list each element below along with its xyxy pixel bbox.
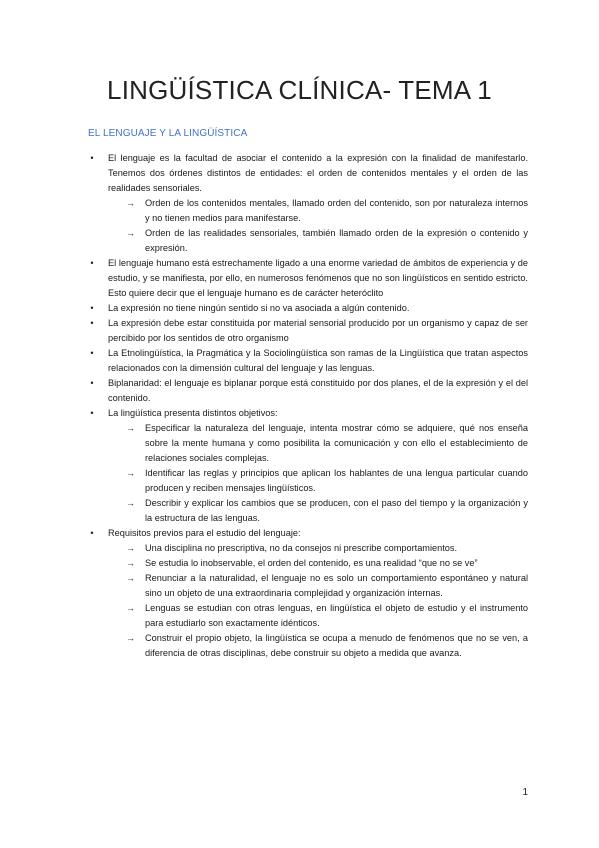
list-item-text: La expresión debe estar constituida por material sensorial producido por un organismo y capaz de ser percibido por los sentidos de otro organismo	[108, 318, 528, 343]
sub-list-item-text: Una disciplina no prescriptiva, no da consejos ni prescribe comportamientos.	[145, 543, 458, 553]
arrow-right-icon: →	[126, 573, 135, 583]
sub-list-item	[88, 496, 528, 526]
arrow-right-icon: →	[126, 468, 135, 478]
bullet-icon: •	[90, 378, 94, 388]
bullet-icon: •	[90, 528, 94, 538]
list-item-text: Biplanaridad: el lenguaje es biplanar porque está constituido por dos planes, el de la expresión y el del contenido.	[108, 378, 528, 403]
bullet-icon: •	[90, 318, 94, 328]
list-item	[88, 151, 528, 196]
arrow-right-icon: →	[126, 228, 135, 238]
list-item	[88, 316, 528, 346]
sub-list-item	[88, 571, 528, 601]
sub-list-item	[88, 226, 528, 256]
list-item-text: La expresión no tiene ningún sentido si no va asociada a algún contenido.	[108, 303, 410, 313]
sub-list-item-text: Renunciar a la naturalidad, el lenguaje no es solo un comportamiento espontáneo y natural sino un objeto de una extraordinaria complejidad y organización internas.	[145, 573, 528, 598]
list-item-text: El lenguaje es la facultad de asociar el contenido a la expresión con la finalidad de manifestarlo. Tenemos dos órdenes distintos de entidades: el orden de contenidos mentales y el orden de las realidades sensoriales.	[108, 153, 528, 193]
arrow-right-icon: →	[126, 558, 135, 568]
sub-list-item	[88, 631, 528, 661]
bullet-icon: •	[90, 153, 94, 163]
sub-list-item-text: Lenguas se estudian con otras lenguas, en lingüística el objeto de estudio y el instrumento para estudiarlo son exactamente idénticos.	[145, 603, 528, 628]
sub-list-item-text: Se estudia lo inobservable, el orden del contenido, es una realidad “que no se ve”	[145, 558, 478, 568]
list-item	[88, 526, 528, 541]
arrow-right-icon: →	[126, 198, 135, 208]
arrow-right-icon: →	[126, 633, 135, 643]
list-item	[88, 406, 528, 421]
bullet-icon: •	[90, 258, 94, 268]
sub-list-item	[88, 466, 528, 496]
arrow-right-icon: →	[126, 498, 135, 508]
sub-list-item-text: Identificar las reglas y principios que aplican los hablantes de una lengua particular cuando producen y reciben mensajes lingüísticos.	[145, 468, 528, 493]
sub-list-item-text: Especificar la naturaleza del lenguaje, intenta mostrar cómo se adquiere, qué nos enseña sobre la mente humana y como posibilita la comunicación y con ello el establecimiento de relaciones sociales complejas.	[145, 423, 528, 463]
list-item	[88, 301, 528, 316]
sub-list-item-text: Orden de las realidades sensoriales, también llamado orden de la expresión o contenido y expresión.	[145, 228, 528, 253]
bullet-icon: •	[90, 348, 94, 358]
sub-list-item-text: Orden de los contenidos mentales, llamado orden del contenido, son por naturaleza internos y no tienen medios para manifestarse.	[145, 198, 528, 223]
list-item	[88, 376, 528, 406]
arrow-right-icon: →	[126, 423, 135, 433]
sub-list-item	[88, 196, 528, 226]
list-item-text: El lenguaje humano está estrechamente ligado a una enorme variedad de ámbitos de experiencia y de estudio, y se manifiesta, por ello, en numerosos fenómenos que no son lingüísticos en sentido estricto. Esto quiere decir que el lenguaje humano es de carácter heteróclito	[108, 258, 528, 298]
section-heading: EL LENGUAJE Y LA LINGÜÍSTICA	[88, 128, 248, 139]
sub-list-item	[88, 421, 528, 466]
bullet-icon: •	[90, 303, 94, 313]
list-item	[88, 256, 528, 301]
list-item-text: Requisitos previos para el estudio del lenguaje:	[108, 528, 301, 538]
sub-list-item	[88, 541, 528, 556]
list-item-text: La Etnolingüística, la Pragmática y la Sociolingüística son ramas de la Lingüística que tratan aspectos relacionados con la dimensión cultural del lenguaje y las lenguas.	[108, 348, 528, 373]
bullet-icon: •	[90, 408, 94, 418]
sub-list-item	[88, 601, 528, 631]
list-item-text: La lingüística presenta distintos objetivos:	[108, 408, 278, 418]
page-title: LINGÜÍSTICA CLÍNICA- TEMA 1	[107, 75, 492, 105]
sub-list-item	[88, 556, 528, 571]
sub-list-item-text: Describir y explicar los cambios que se producen, con el paso del tiempo y la organización y la estructura de las lenguas.	[145, 498, 528, 523]
arrow-right-icon: →	[126, 603, 135, 613]
page-number: 1	[522, 787, 528, 798]
arrow-right-icon: →	[126, 543, 135, 553]
sub-list-item-text: Construir el propio objeto, la lingüística se ocupa a menudo de fenómenos que no se ven, a diferencia de otras disciplinas, debe construir su objeto a medida que avanza.	[145, 633, 528, 658]
bullet-list	[88, 151, 528, 661]
list-item	[88, 346, 528, 376]
